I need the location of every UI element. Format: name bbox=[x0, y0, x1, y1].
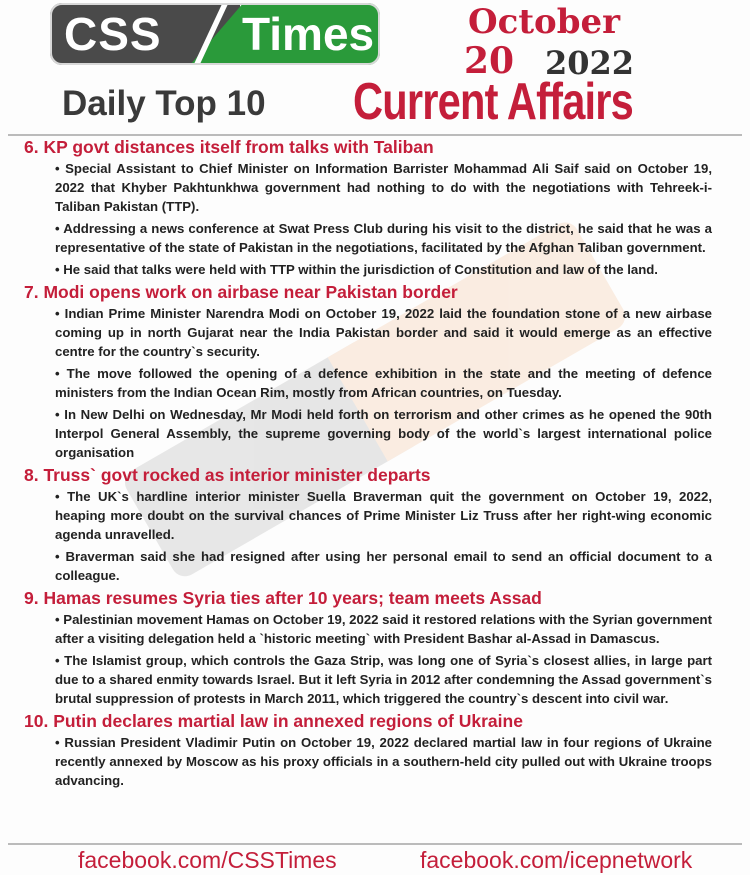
news-bullet: • Addressing a news conference at Swat Press Club during his visit to the district, he said that he was a representative of the state of Pakistan in the negotiations, facilitated by the Afghan Taliban government. bbox=[55, 221, 712, 255]
footer bbox=[0, 847, 750, 875]
news-item-title: 8. Truss` govt rocked as interior minister departs bbox=[24, 465, 431, 485]
news-item bbox=[0, 711, 750, 790]
news-bullet: • The UK`s hardline interior minister Suella Braverman quit the government on October 19, 2022, heaping more doubt on the survival chances of Prime Minister Liz Truss after her right-wing economic agenda unravelled. bbox=[55, 489, 712, 542]
logo-text-times: Times bbox=[242, 8, 375, 60]
footer-divider bbox=[8, 843, 742, 845]
news-item-title: 7. Modi opens work on airbase near Pakistan border bbox=[24, 282, 458, 302]
logo-text-css: CSS bbox=[64, 8, 162, 60]
subtitle-current-affairs: Current Affairs bbox=[353, 73, 634, 131]
news-item bbox=[0, 465, 750, 585]
news-bullet: • Palestinian movement Hamas on October 19, 2022 said it restored relations with the Syrian government after a visiting delegation held a `historic meeting` with President Bashar al-Assad in Damascus. bbox=[55, 612, 712, 646]
footer-link-icepnetwork[interactable]: facebook.com/icepnetwork bbox=[420, 847, 693, 873]
news-item bbox=[0, 282, 750, 462]
news-bullet: • Special Assistant to Chief Minister on Information Barrister Mohammad Ali Saif said on October 19, 2022 that Khyber Pakhtunkhwa government had nothing to do with the negotiations with Tehreek-i-Taliban Pakistan (TTP). bbox=[55, 161, 712, 214]
news-list bbox=[0, 137, 750, 793]
date-day: 20 bbox=[464, 40, 515, 82]
css-times-logo bbox=[50, 3, 380, 65]
date-month: October bbox=[468, 2, 621, 42]
news-bullet: • In New Delhi on Wednesday, Mr Modi held forth on terrorism and other crimes as he opened the 90th Interpol General Assembly, the supreme governing body of the world`s largest international police organisation bbox=[55, 407, 712, 460]
footer-link-csstimes[interactable]: facebook.com/CSSTimes bbox=[78, 847, 337, 873]
news-bullet: • Russian President Vladimir Putin on October 19, 2022 declared martial law in four regions of Ukraine recently annexed by Moscow as his proxy officials in a southern-held city pulled out with Ukraine troops advancing. bbox=[55, 735, 712, 788]
news-item-title: 6. KP govt distances itself from talks with Taliban bbox=[24, 137, 434, 157]
subtitle-daily-top-10: Daily Top 10 bbox=[62, 84, 266, 123]
news-bullet: • He said that talks were held with TTP within the jurisdiction of Constitution and law of the land. bbox=[55, 262, 658, 277]
news-item-title: 9. Hamas resumes Syria ties after 10 years; team meets Assad bbox=[24, 588, 542, 608]
header-divider bbox=[8, 134, 742, 136]
news-bullet: • The move followed the opening of a defence exhibition in the state and the meeting of defence ministers from the Indian Ocean Rim, mostly from African countries, on Tuesday. bbox=[55, 366, 712, 400]
news-item bbox=[0, 588, 750, 708]
news-item-title: 10. Putin declares martial law in annexed regions of Ukraine bbox=[24, 711, 523, 731]
news-bullet: • The Islamist group, which controls the Gaza Strip, was long one of Syria`s closest allies, in large part due to a shared enmity towards Israel. But it left Syria in 2012 after condemning the Assad government`s brutal suppression of protests in March 2011, which triggered the country`s descent into civil war. bbox=[55, 653, 712, 706]
news-item bbox=[0, 137, 750, 279]
date-year: 2022 bbox=[545, 44, 635, 82]
news-bullet: • Indian Prime Minister Narendra Modi on October 19, 2022 laid the foundation stone of a new airbase coming up in north Gujarat near the India Pakistan border and said it would emerge as an effective centre for the country`s security. bbox=[55, 306, 712, 359]
news-bullet: • Braverman said she had resigned after using her personal email to send an official document to a colleague. bbox=[55, 549, 712, 583]
